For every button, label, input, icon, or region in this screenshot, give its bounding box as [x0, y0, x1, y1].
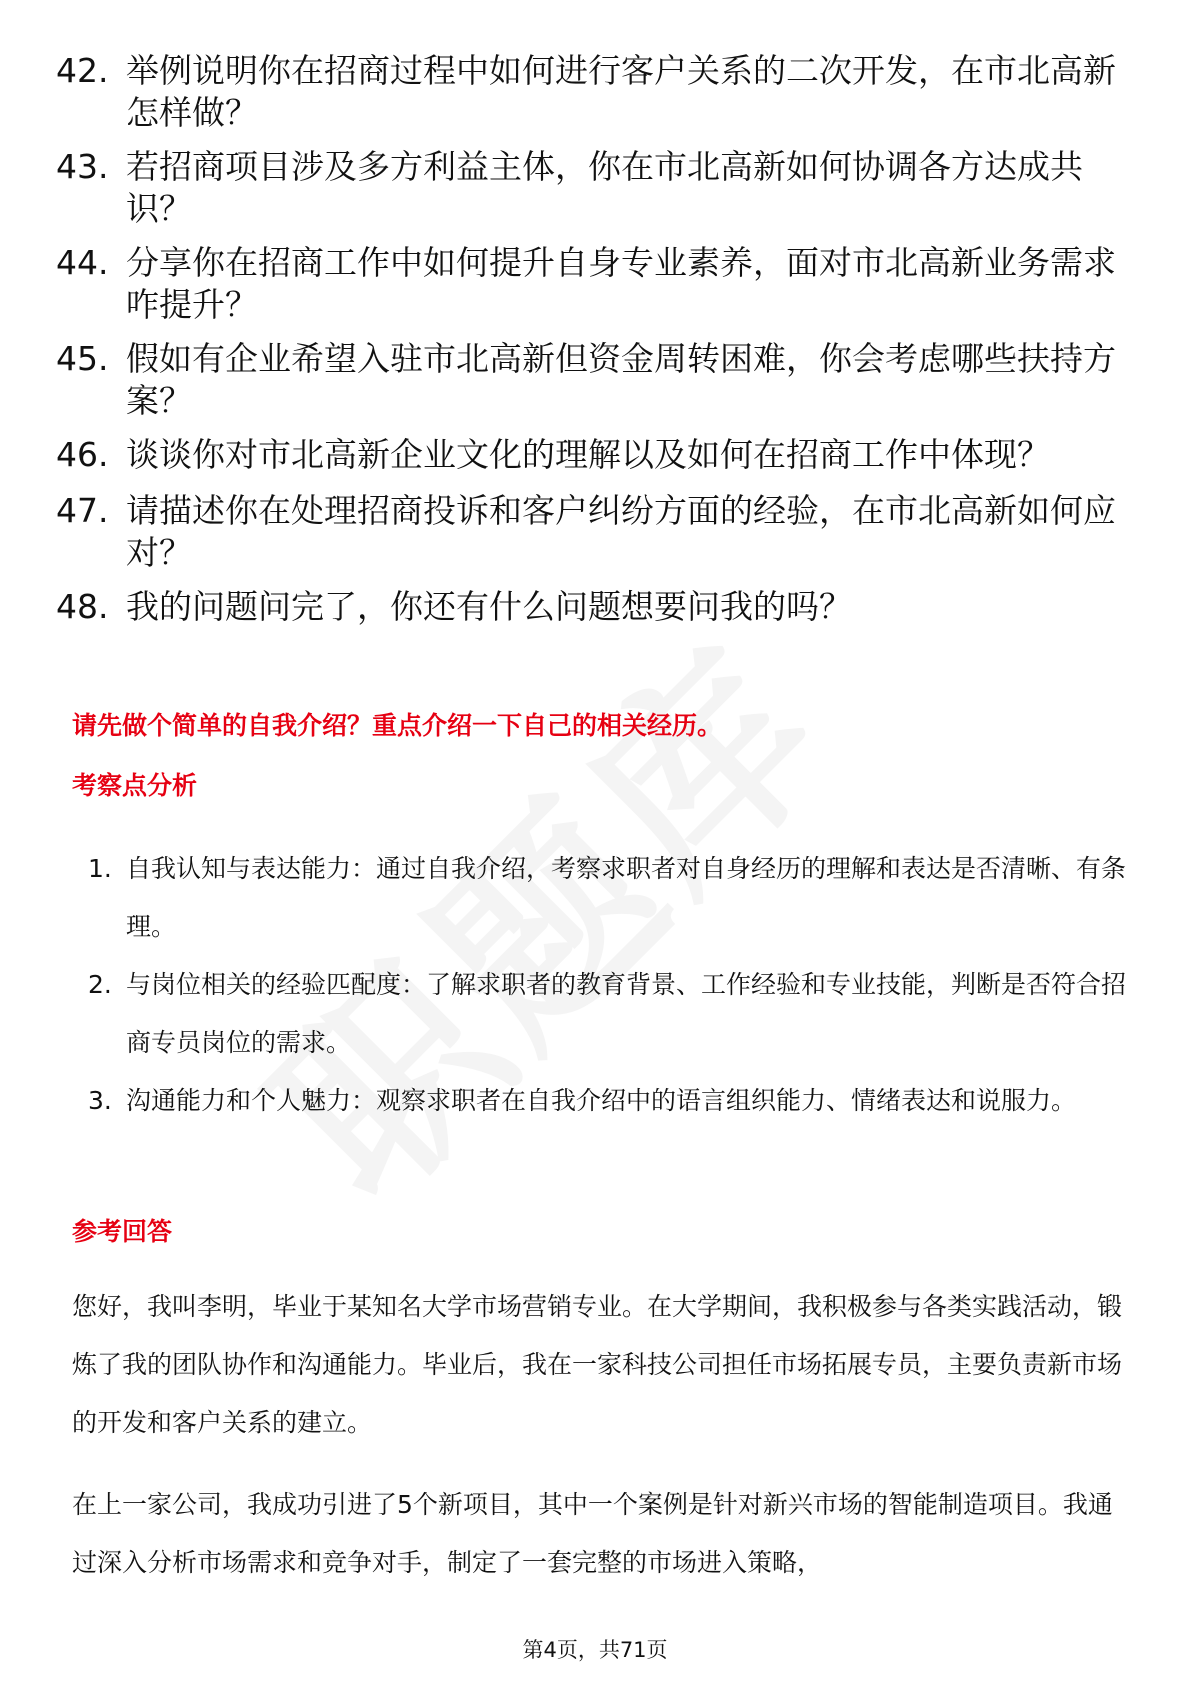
- analysis-point-text: 沟通能力和个人魅力：观察求职者在自我介绍中的语言组织能力、情绪表达和说服力。: [126, 1086, 1077, 1115]
- question-number: 42.: [56, 51, 109, 90]
- answer-paragraph: 您好，我叫李明，毕业于某知名大学市场营销专业。在大学期间，我积极参与各类实践活动，锻炼了我的团队协作和沟通能力。毕业后，我在一家科技公司担任市场拓展专员，主要负责新市场的开发和客户关系的建立。: [72, 1292, 1123, 1437]
- page-footer: 第4页，共71页: [522, 1638, 668, 1662]
- analysis-point-number: 2.: [88, 970, 112, 999]
- analysis-point-number: 1.: [88, 854, 112, 883]
- interview-question-heading: 请先做个简单的自我介绍？重点介绍一下自己的相关经历。: [72, 711, 723, 740]
- question-text: 谈谈你对市北高新企业文化的理解以及如何在招商工作中体现？: [126, 435, 1050, 474]
- question-number: 46.: [56, 435, 109, 474]
- question-text: 举例说明你在招商过程中如何进行客户关系的二次开发，在市北高新怎样做？: [126, 51, 1116, 132]
- question-number: 44.: [56, 243, 109, 282]
- question-number: 43.: [56, 147, 109, 186]
- analysis-heading: 考察点分析: [72, 771, 198, 800]
- question-number: 45.: [56, 339, 109, 378]
- answer-heading: 参考回答: [72, 1217, 173, 1246]
- analysis-point-text: 自我认知与表达能力：通过自我介绍，考察求职者对自身经历的理解和表达是否清晰、有条理。: [126, 854, 1127, 941]
- question-text: 假如有企业希望入驻市北高新但资金周转困难，你会考虑哪些扶持方案？: [126, 339, 1116, 420]
- analysis-point-text: 与岗位相关的经验匹配度：了解求职者的教育背景、工作经验和专业技能，判断是否符合招商专员岗位的需求。: [126, 970, 1127, 1057]
- answer-paragraph: 在上一家公司，我成功引进了5个新项目，其中一个案例是针对新兴市场的智能制造项目。我通过深入分析市场需求和竞争对手，制定了一套完整的市场进入策略，: [72, 1490, 1113, 1577]
- question-text: 分享你在招商工作中如何提升自身专业素养，面对市北高新业务需求咋提升？: [126, 243, 1116, 324]
- question-number: 48.: [56, 587, 109, 626]
- question-text: 我的问题问完了，你还有什么问题想要问我的吗？: [126, 587, 852, 626]
- question-text: 若招商项目涉及多方利益主体，你在市北高新如何协调各方达成共识？: [126, 147, 1083, 228]
- question-number: 47.: [56, 491, 109, 530]
- analysis-point-number: 3.: [88, 1086, 112, 1115]
- question-text: 请描述你在处理招商投诉和客户纠纷方面的经验，在市北高新如何应对？: [126, 491, 1116, 572]
